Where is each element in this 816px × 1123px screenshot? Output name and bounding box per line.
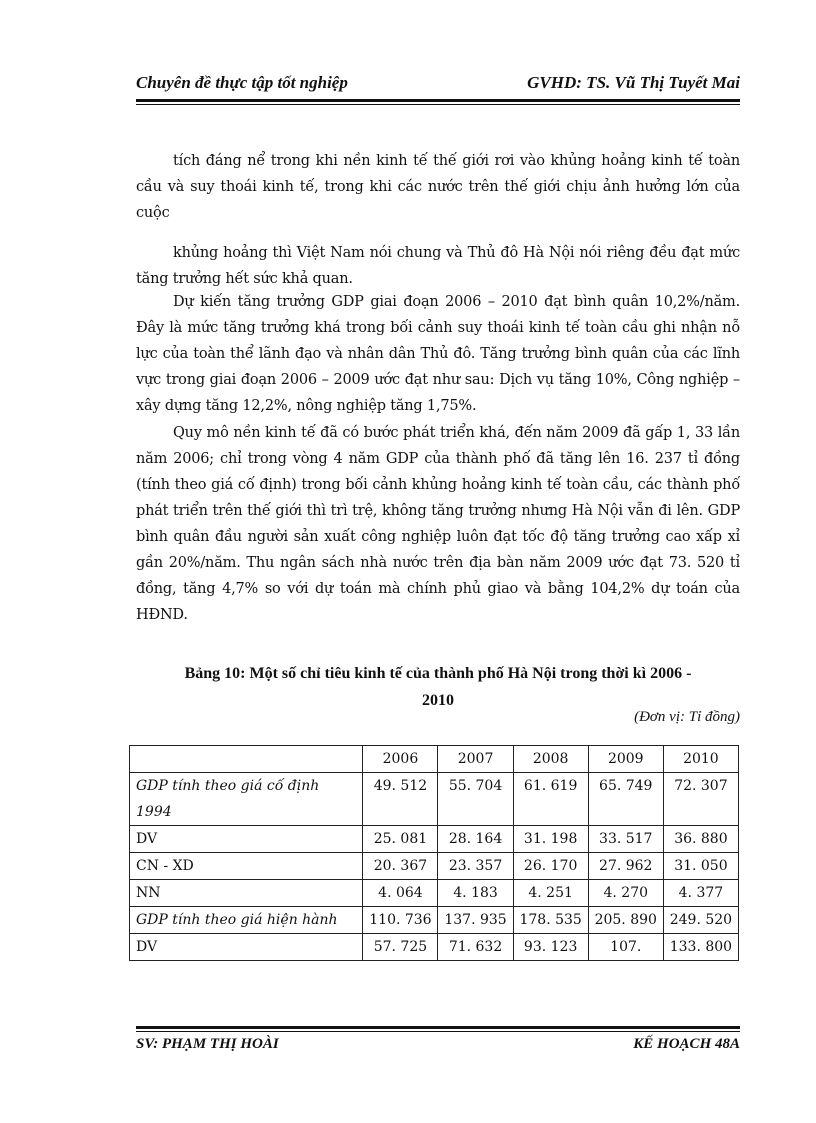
- economic-indicators-table: [129, 745, 739, 961]
- footer-class: KẾ HOẠCH 48A: [633, 1036, 740, 1052]
- table-cell: 20. 367: [363, 853, 438, 880]
- table-row: [130, 853, 739, 880]
- year-header: 2008: [513, 746, 588, 773]
- table-cell: 49. 512: [363, 773, 438, 826]
- table-caption-line1: Bảng 10: Một số chỉ tiêu kinh tế của thành phố Hà Nội trong thời kì 2006 -: [184, 665, 692, 682]
- table-cell: 205. 890: [588, 907, 663, 934]
- table-cell: 137. 935: [438, 907, 513, 934]
- table-cell: 178. 535: [513, 907, 588, 934]
- table-cell: 28. 164: [438, 826, 513, 853]
- row-label: NN: [130, 880, 363, 907]
- table-cell: 93. 123: [513, 934, 588, 961]
- table-unit: (Đơn vị: Tỉ đồng): [634, 709, 740, 725]
- table-cell: 110. 736: [363, 907, 438, 934]
- footer-rule-thick: [136, 1026, 740, 1029]
- table-cell: 4. 270: [588, 880, 663, 907]
- paragraph-3: Dự kiến tăng trưởng GDP giai đoạn 2006 – 2010 đạt bình quân 10,2%/năm. Đây là mức tăng trưởng khá trong bối cảnh suy thoái kinh tế toàn cầu ghi nhận nỗ lực của toàn thể lãnh đạo và nhân dân Thủ đô. Tăng trưởng bình quân của các lĩnh vực trong giai đoạn 2006 – 2009 ước đạt như sau: Dịch vụ tăng 10%, Công nghiệp – xây dựng tăng 12,2%, nông nghiệp tăng 1,75%.: [136, 294, 740, 414]
- paragraph-1: tích đáng nể trong khi nền kinh tế thế giới rơi vào khủng hoảng kinh tế toàn cầu và suy thoái kinh tế, trong khi các nước trên thế giới chịu ảnh hưởng lớn của cuộc: [136, 153, 740, 221]
- table-cell: 27. 962: [588, 853, 663, 880]
- paragraph-2: khủng hoảng thì Việt Nam nói chung và Thủ đô Hà Nội nói riêng đều đạt mức tăng trưởng hết sức khả quan.: [136, 245, 740, 287]
- table-header-row: [130, 746, 739, 773]
- table-cell: 36. 880: [663, 826, 738, 853]
- table-cell: 4. 183: [438, 880, 513, 907]
- table-cell: 133. 800: [663, 934, 738, 961]
- table-cell: 57. 725: [363, 934, 438, 961]
- table-row: [130, 773, 739, 826]
- table-cell: 249. 520: [663, 907, 738, 934]
- header-supervisor: GVHD: TS. Vũ Thị Tuyết Mai: [527, 73, 740, 92]
- table-cell: 4. 251: [513, 880, 588, 907]
- row-label: CN - XD: [130, 853, 363, 880]
- year-header: 2006: [363, 746, 438, 773]
- table-cell: 33. 517: [588, 826, 663, 853]
- table-row: [130, 934, 739, 961]
- table-caption-line2: 2010: [422, 692, 454, 709]
- header-empty-cell: [130, 746, 363, 773]
- table-cell: 26. 170: [513, 853, 588, 880]
- table-cell: 31. 198: [513, 826, 588, 853]
- table-cell: 65. 749: [588, 773, 663, 826]
- paragraph-4: Quy mô nền kinh tế đã có bước phát triển khá, đến năm 2009 đã gấp 1, 33 lần năm 2006; chỉ trong vòng 4 năm GDP của thành phố đã tăng lên 16. 237 tỉ đồng (tính theo giá cố định) trong bối cảnh khủng hoảng kinh tế toàn cầu, các thành phố phát triển trên thế giới thì trì trệ, không tăng trưởng nhưng Hà Nội vẫn đi lên. GDP bình quân đầu người sản xuất công nghiệp luôn đạt tốc độ tăng trưởng cao xấp xỉ gần 20%/năm. Thu ngân sách nhà nước trên địa bàn năm 2009 ước đạt 73. 520 tỉ đồng, tăng 4,7% so với dự toán mà chính phủ giao và bằng 104,2% dự toán của HĐND.: [136, 425, 740, 623]
- header-rule-thick: [136, 99, 740, 102]
- page-header: [136, 73, 740, 95]
- page-footer: [136, 1036, 740, 1056]
- year-header: 2009: [588, 746, 663, 773]
- footer-rule-thin: [136, 1031, 740, 1032]
- table-cell: 61. 619: [513, 773, 588, 826]
- row-label: DV: [130, 826, 363, 853]
- table-row: [130, 907, 739, 934]
- year-header: 2010: [663, 746, 738, 773]
- table-cell: 72. 307: [663, 773, 738, 826]
- table-cell: 25. 081: [363, 826, 438, 853]
- table-caption: [136, 660, 740, 714]
- table-cell: 31. 050: [663, 853, 738, 880]
- table-cell: 4. 377: [663, 880, 738, 907]
- table-cell: 107.: [588, 934, 663, 961]
- row-label: GDP tính theo giá hiện hành: [130, 907, 363, 934]
- year-header: 2007: [438, 746, 513, 773]
- row-label: GDP tính theo giá cố định 1994: [130, 773, 363, 826]
- footer-student: SV: PHẠM THỊ HOÀI: [136, 1036, 279, 1052]
- table-cell: 71. 632: [438, 934, 513, 961]
- table-row: [130, 826, 739, 853]
- header-title: Chuyên đề thực tập tốt nghiệp: [136, 73, 348, 92]
- row-label: DV: [130, 934, 363, 961]
- table-cell: 55. 704: [438, 773, 513, 826]
- header-rule-thin: [136, 104, 740, 105]
- table-cell: 23. 357: [438, 853, 513, 880]
- table-cell: 4. 064: [363, 880, 438, 907]
- table-row: [130, 880, 739, 907]
